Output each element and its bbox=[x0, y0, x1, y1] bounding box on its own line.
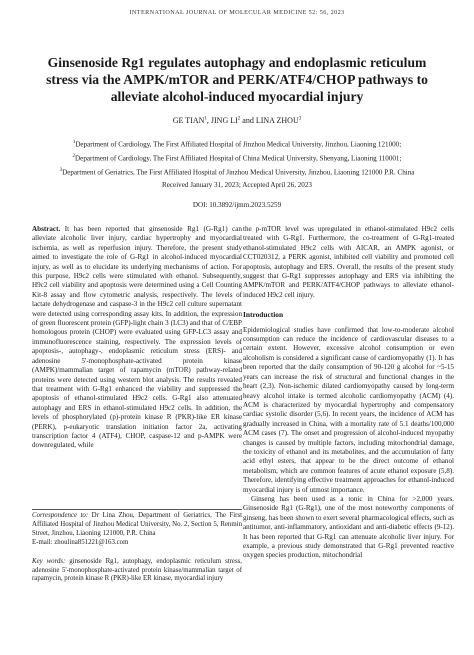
key-words bbox=[32, 558, 242, 585]
abstract-text: It has been reported that ginsenoside Rg1 (G-Rg1) can alleviate alcoholic liver injury, cardiac hypertrophy and myocardial ischemia, as well as reperfusion injury. Therefore, the present study aimed to investigate the role of G-Rg1 in alcohol-induced myocardial injury, as well as to elucidate its underlying mechanisms of action. For this purpose, H9c2 cells were stimulated with ethanol. Subsequently, H9c2 cell viability and apoptosis were determined using a Cell Counting Kit-8 assay and flow cytometric analysis, respectively. The levels of lactate dehydrogenase and caspase-3 in the H9c2 cell culture supernatant were detected using corresponding assay kits. In addition, the expression of green fluorescent protein (GFP)-light chain 3 (LC3) and that of C/EBP homologous protein (CHOP) were evaluated using GFP-LC3 assay and immunofluorescence staining, respectively. The expression levels of apoptosis-, autophagy-, endoplasmic reticulum stress (ERS)- and adenosine 5'-monophosphate-activated protein kinase (AMPK)/mammalian target of rapamycin (mTOR) pathway-related proteins were detected using western blot analysis. The results revealed that treatment with G-Rg1 enhanced the viability and suppressed the apoptosis of ethanol-stimulated H9c2 cells. G-Rg1 also attenuated autophagy and ERS in ethanol-stimulated H9c2 cells. In addition, the levels of phosphorylated (p)-protein kinase R (PKR)-like ER kinase (PERK), p-eukaryotic translation initiation factor 2a, activating transcription factor 4 (ATF4), CHOP, caspase-12 and p-AMPK were downregulated, while bbox=[32, 225, 242, 450]
intro-paragraph: Ginseng has been used as a tonic in China for >2,000 years. Ginsenoside Rg1 (G-Rg1), one of the most noteworthy components of ginseng, has been shown to exert several pharmacological effects, such as antitumor, anti-inflammatory, antioxidant and anti-diabetic effects (9-12). It has been reported that G-Rg1 can attenuate alcoholic liver injury. For example, a previous study demonstrated that G-Rg1 prevented reactive oxygen species production, mitochondrial bbox=[243, 494, 454, 560]
affil-number: 3 bbox=[59, 168, 63, 174]
article-title: Ginsenoside Rg1 regulates autophagy and endoplasmic reticulum stress via the AMPK/mTOR and PERK/ATF4/CHOP pathways to alleviate alcohol-induced myocardial injury bbox=[46, 55, 428, 104]
author-name: LINA ZHOU bbox=[255, 116, 299, 125]
left-column bbox=[32, 225, 242, 451]
key-words-text: ginsenoside Rg1, autophagy, endoplasmic reticulum stress, adenosine 5'-monophosphate-activated protein kinase/mammalian target of rapamycin, protein kinase R (PKR)-like ER kinase, myocardial injury bbox=[32, 557, 242, 583]
author-separator: and bbox=[240, 116, 256, 125]
affiliation-line bbox=[18, 137, 456, 151]
affil-number: 2 bbox=[72, 154, 76, 160]
author-affil-mark: 1 bbox=[204, 116, 207, 122]
email-line: E-mail: zhoulina851221@163.com bbox=[32, 538, 129, 546]
affiliations bbox=[18, 137, 456, 179]
author-name: GE TIAN bbox=[172, 116, 205, 125]
intro-paragraph: Epidemiological studies have confirmed that low-to-moderate alcohol consumption can reduce the incidence of cardiovascular diseases to a certain extent. However, excessive alcohol consumption or even alcoholism is considered a significant cause of cardiomyopathy (1). It has been reported that the daily consumption of 90-120 g alcohol for ~5-15 years can increase the risk of structural and functional changes in the heart (2,3). Non-ischemic dilated cardiomyopathy caused by long-term heavy alcohol intake is termed alcoholic cardiomyopathy (ACM) (4). ACM is characterized by myocardial hypertrophy and compensatory cardiac systolic disorder (5,6). In recent years, the incidence of ACM has gradually increased in China, with a mortality rate of 5.1 deaths/100,000 ACM cases (7). The onset and progression of alcohol-induced myopathy changes is caused by multiple factors, including mitochondrial damage, the toxicity of ethanol and its metabolites, and the accumulation of fatty acid ethyl esters, that appear to be the direct outcome of ethanol metabolism, which are common features of acute ethanol exposure (5,8). Therefore, identifying effective treatment approaches for ethanol-induced myocardial injury is of utmost importance. bbox=[243, 325, 454, 494]
author-name: JING LI bbox=[210, 116, 238, 125]
author-list bbox=[0, 116, 474, 125]
received-accepted-dates: Received January 31, 2023; Accepted April 26, 2023 bbox=[162, 181, 312, 189]
affil-text: Department of Cardiology, The First Affiliated Hospital of China Medical University, Shenyang, Liaoning 110001; bbox=[75, 154, 402, 163]
doi-line: DOI: 10.3892/ijmm.2023.5259 bbox=[192, 201, 282, 209]
footnote-divider bbox=[32, 509, 242, 510]
affil-text: Department of Cardiology, The First Affiliated Hospital of Jinzhou Medical University, Jinzhou, Liaoning 121000; bbox=[75, 140, 402, 149]
abstract-paragraph bbox=[32, 225, 242, 451]
affiliation-line bbox=[18, 151, 456, 165]
correspondence bbox=[32, 512, 242, 539]
abstract-label: Abstract. bbox=[32, 225, 61, 233]
author-separator: , bbox=[206, 116, 211, 125]
affiliation-line bbox=[18, 165, 456, 179]
author-affil-mark: 3 bbox=[298, 116, 302, 122]
journal-header: INTERNATIONAL JOURNAL OF MOLECULAR MEDICINE 52: 56, 2023 bbox=[129, 9, 345, 16]
correspondence-label: Correspondence to: bbox=[32, 512, 89, 519]
author-affil-mark: 2 bbox=[237, 116, 241, 122]
affil-number: 1 bbox=[72, 140, 76, 145]
abstract-continued: the p-mTOR level was upregulated in ethanol-stimulated H9c2 cells treated with G-Rg1. Furthermore, the co-treatment of G-Rg1-treated ethanol-stimulated H9c2 cells with AICAR, an AMPK agonist, or CCT020312, a PERK agonist, inhibited cell viability and promoted cell apoptosis, autophagy and ERS. Overall, the results of the present study suggest that G-Rg1 suppresses autophagy and ERS via inhibiting the AMPK/mTOR and PERK/ATF4/CHOP pathways to alleviate ethanol-induced H9c2 cell injury. bbox=[243, 225, 454, 299]
key-words-label: Key words: bbox=[32, 557, 66, 565]
affil-text: Department of Geriatrics, The First Affiliated Hospital of Jinzhou Medical University, Jinzhou, Liaoning 121000 P.R. China bbox=[62, 168, 415, 177]
right-column bbox=[243, 225, 454, 561]
footnote bbox=[32, 512, 242, 591]
introduction-heading: Introduction bbox=[243, 310, 284, 320]
correspondence-text: Dr Lina Zhou, Department of Geriatrics, The First Affiliated Hospital of Jinzhou Medical University, No. 2, Section 5, Renmin Street, Jinzhou, Liaoning 121000, P.R. China bbox=[32, 512, 243, 537]
